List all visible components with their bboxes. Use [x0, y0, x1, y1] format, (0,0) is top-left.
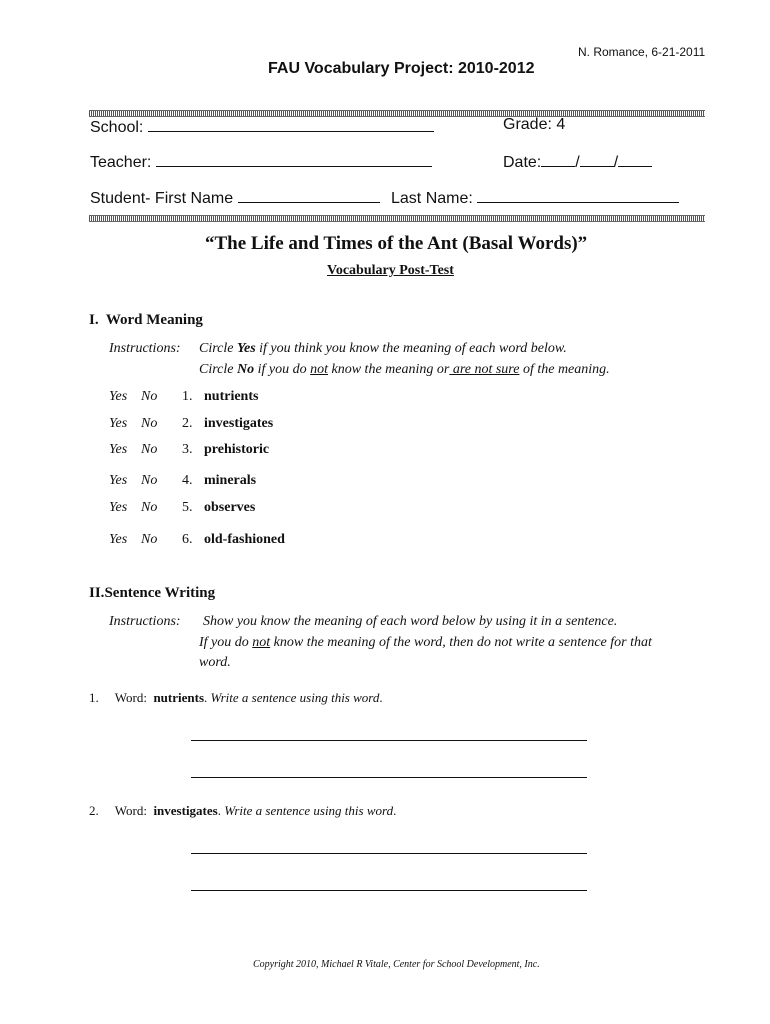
answer-line[interactable]	[191, 740, 587, 741]
yes-option[interactable]: Yes	[109, 532, 128, 547]
instr-text: if you do	[254, 362, 311, 377]
word-text: old-fashioned	[204, 532, 285, 547]
date-label: Date:	[503, 154, 542, 171]
school-field[interactable]	[90, 116, 434, 137]
sentence-item: 1. Word: nutrients. Write a sentence using this word.	[89, 690, 383, 705]
word-number: 3.	[182, 442, 193, 457]
instr-text: of the meaning.	[519, 362, 610, 377]
word-label: Word:	[114, 803, 147, 818]
student-first-label: Student- First Name	[90, 190, 234, 207]
last-name-blank[interactable]	[477, 187, 679, 203]
instr-text: if you think you know the meaning of each word below.	[255, 341, 567, 356]
teacher-blank[interactable]	[156, 151, 432, 167]
no-option[interactable]: No	[141, 389, 158, 404]
section1-instructions-label: Instructions:	[109, 341, 181, 356]
answer-line[interactable]	[191, 890, 587, 891]
author-date: N. Romance, 6-21-2011	[578, 45, 706, 59]
teacher-label: Teacher:	[90, 154, 152, 171]
answer-line[interactable]	[191, 853, 587, 854]
section2-instruction-line1: Show you know the meaning of each word below by using it in a sentence.	[203, 614, 618, 629]
date-field[interactable]	[503, 151, 652, 172]
sentence-number: 2.	[89, 803, 99, 818]
word-text: observes	[204, 500, 256, 515]
section1-instruction-line1	[199, 341, 567, 357]
student-first-blank[interactable]	[238, 187, 380, 203]
section1-instruction-line2	[199, 362, 610, 378]
word-text: minerals	[204, 473, 257, 488]
no-option[interactable]: No	[141, 416, 158, 431]
word-text: investigates	[204, 416, 274, 431]
sentence-prompt: Write a sentence using this word	[224, 803, 394, 818]
last-name-label: Last Name:	[391, 190, 473, 207]
sentence-word: nutrients	[153, 690, 204, 705]
section2-instructions-label: Instructions:	[109, 614, 181, 629]
section2-instruction-line3: word.	[199, 655, 231, 670]
word-label: Word:	[114, 690, 147, 705]
instr-text: If you do	[199, 635, 253, 650]
section1-title: Word Meaning	[105, 312, 203, 328]
date-year-blank[interactable]	[618, 151, 652, 167]
instr-not-sure: are not sure	[449, 362, 520, 377]
word-number: 2.	[182, 416, 193, 431]
instr-not: not	[252, 635, 271, 650]
answer-line[interactable]	[191, 777, 587, 778]
word-number: 5.	[182, 500, 193, 515]
no-option[interactable]: No	[141, 500, 158, 515]
instr-text: Circle	[199, 341, 237, 356]
instr-yes: Yes	[236, 341, 256, 356]
school-label: School:	[90, 119, 144, 136]
instr-text: Circle	[199, 362, 237, 377]
school-blank[interactable]	[148, 116, 434, 132]
word-number: 6.	[182, 532, 193, 547]
yes-option[interactable]: Yes	[109, 416, 128, 431]
section2-instruction-line2	[199, 635, 652, 651]
grade-label: Grade: 4	[503, 116, 566, 133]
test-title: “The Life and Times of the Ant (Basal Words)”	[205, 233, 588, 254]
yes-option[interactable]: Yes	[109, 500, 128, 515]
section2-numeral: II.	[89, 585, 105, 601]
instr-no: No	[236, 362, 255, 377]
instr-text: know the meaning or	[328, 362, 450, 377]
yes-option[interactable]: Yes	[109, 473, 128, 488]
date-day-blank[interactable]	[580, 151, 614, 167]
bottom-divider	[89, 215, 705, 222]
section2-title: Sentence Writing	[104, 585, 216, 601]
word-number: 4.	[182, 473, 193, 488]
sentence-number: 1.	[89, 690, 99, 705]
section1-numeral: I.	[89, 312, 99, 328]
instr-text: know the meaning of the word, then do not write a sentence for that	[270, 635, 652, 650]
sentence-prompt: Write a sentence using this word	[210, 690, 380, 705]
sentence-item: 2. Word: investigates. Write a sentence using this word.	[89, 803, 397, 818]
no-option[interactable]: No	[141, 473, 158, 488]
copyright-footer: Copyright 2010, Michael R Vitale, Center for School Development, Inc.	[253, 959, 540, 970]
test-subtitle: Vocabulary Post-Test	[327, 263, 454, 278]
section2-heading	[89, 585, 215, 602]
instr-not: not	[310, 362, 328, 377]
last-name-field[interactable]	[391, 187, 679, 208]
no-option[interactable]: No	[141, 532, 158, 547]
word-text: prehistoric	[204, 442, 270, 457]
date-month-blank[interactable]	[541, 151, 575, 167]
date-sep-2: /	[613, 154, 619, 171]
yes-option[interactable]: Yes	[109, 389, 128, 404]
yes-option[interactable]: Yes	[109, 442, 128, 457]
date-sep-1: /	[575, 154, 580, 171]
project-title: FAU Vocabulary Project: 2010-2012	[268, 60, 535, 77]
word-number: 1.	[182, 389, 193, 404]
no-option[interactable]: No	[141, 442, 158, 457]
section1-heading	[89, 312, 203, 329]
sentence-word: investigates	[153, 803, 218, 818]
student-first-field[interactable]	[90, 187, 380, 208]
word-text: nutrients	[204, 389, 259, 404]
teacher-field[interactable]	[90, 151, 432, 172]
